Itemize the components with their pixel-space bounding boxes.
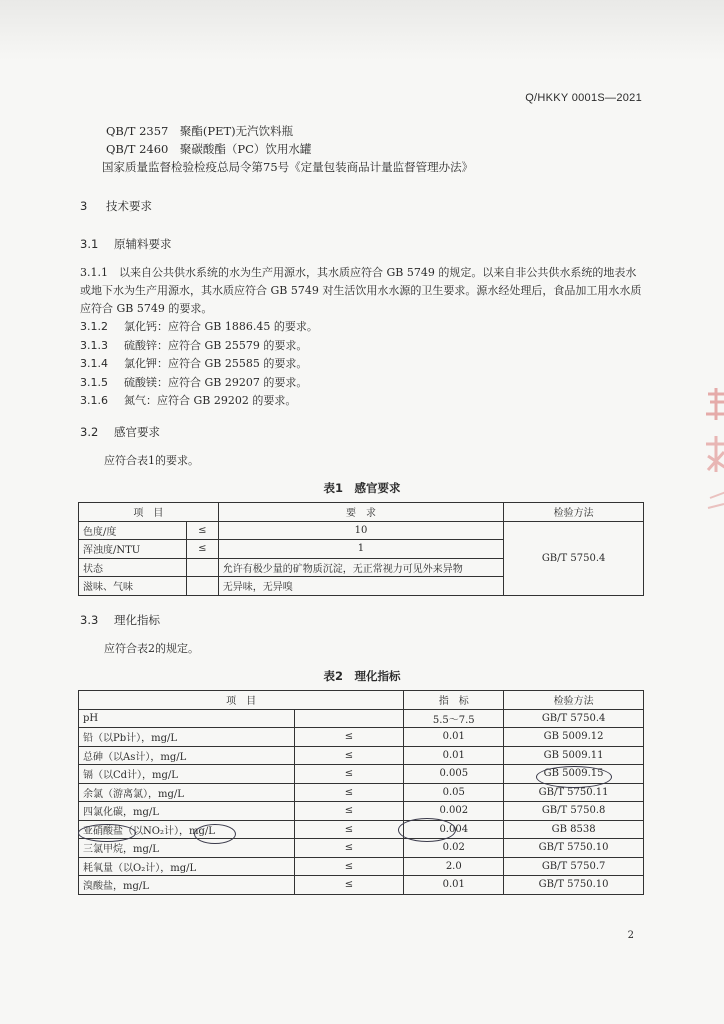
section-title: 感官要求 bbox=[114, 425, 160, 439]
cell-symbol: ≤ bbox=[294, 802, 404, 821]
sensory-table bbox=[78, 502, 644, 596]
cell-method: GB/T 5750.11 bbox=[504, 783, 644, 802]
cell-item: 铅（以Pb计），mg/L bbox=[79, 728, 295, 747]
cell-value: 0.002 bbox=[404, 802, 504, 821]
reference-item: 国家质量监督检验检疫总局令第75号《定量包装商品计量监督管理办法》 bbox=[102, 160, 474, 174]
scan-shadow bbox=[0, 0, 724, 60]
section-text: 应符合表1的要求。 bbox=[104, 454, 199, 467]
cell-item: 滋味、气味 bbox=[79, 577, 187, 596]
cell-symbol bbox=[186, 558, 218, 577]
cell-method: GB/T 5750.7 bbox=[504, 857, 644, 876]
header-value: 指 标 bbox=[404, 691, 504, 710]
table1-caption: 表1 感官要求 bbox=[323, 481, 401, 495]
section-heading-3 bbox=[80, 198, 152, 214]
table2-caption: 表2 理化指标 bbox=[323, 669, 401, 683]
table-row bbox=[79, 728, 644, 747]
section-text: 应符合表2的规定。 bbox=[104, 642, 199, 655]
cell-method: GB 8538 bbox=[504, 820, 644, 839]
pen-circle-mark bbox=[398, 818, 456, 842]
table-row bbox=[79, 802, 644, 821]
cell-symbol: ≤ bbox=[294, 728, 404, 747]
cell-symbol: ≤ bbox=[294, 783, 404, 802]
cell-item: 亚硝酸盐（以NO₂计），mg/L bbox=[79, 820, 295, 839]
cell-item: 总砷（以As计），mg/L bbox=[79, 746, 295, 765]
cell-method: GB/T 5750.4 bbox=[504, 709, 644, 728]
cell-item: 浑浊度/NTU bbox=[79, 540, 187, 559]
cell-item: 镉（以Cd计），mg/L bbox=[79, 765, 295, 784]
section-title: 技术要求 bbox=[106, 199, 152, 213]
page-number: 2 bbox=[627, 930, 634, 941]
section-number: 3.2 bbox=[80, 425, 99, 439]
cell-method: GB/T 5750.4 bbox=[504, 521, 644, 595]
cell-item: pH bbox=[79, 709, 295, 728]
list-item: 3.1.5 硫酸镁：应符合 GB 29207 的要求。 bbox=[80, 375, 308, 389]
seal-fragment-icon bbox=[696, 380, 724, 540]
section-heading-3-3 bbox=[80, 612, 160, 628]
section-title: 原辅料要求 bbox=[114, 237, 172, 251]
cell-value: 0.004 bbox=[404, 820, 504, 839]
section-number: 3.3 bbox=[80, 613, 99, 627]
cell-requirement: 10 bbox=[218, 521, 503, 540]
cell-item: 四氯化碳，mg/L bbox=[79, 802, 295, 821]
header-item: 项 目 bbox=[79, 503, 219, 522]
cell-item: 耗氧量（以O₂计），mg/L bbox=[79, 857, 295, 876]
cell-symbol: ≤ bbox=[294, 746, 404, 765]
section-heading-3-1 bbox=[80, 236, 172, 252]
cell-method: GB/T 5750.10 bbox=[504, 839, 644, 858]
normative-references bbox=[102, 122, 474, 176]
cell-method: GB/T 5750.8 bbox=[504, 802, 644, 821]
table-header-row bbox=[79, 503, 644, 522]
table-row bbox=[79, 820, 644, 839]
table-header-row bbox=[79, 691, 644, 710]
pen-circle-mark bbox=[78, 824, 136, 842]
reference-item: QB/T 2460 聚碳酸酯（PC）饮用水罐 bbox=[106, 142, 312, 156]
cell-item: 三氯甲烷，mg/L bbox=[79, 839, 295, 858]
header-requirement: 要 求 bbox=[218, 503, 503, 522]
standard-code: Q/HKKY 0001S—2021 bbox=[525, 92, 642, 104]
cell-value: 0.01 bbox=[404, 728, 504, 747]
table-row bbox=[79, 746, 644, 765]
section-number: 3 bbox=[80, 199, 88, 213]
cell-requirement: 1 bbox=[218, 540, 503, 559]
cell-value: 5.5～7.5 bbox=[404, 709, 504, 728]
cell-value: 2.0 bbox=[404, 857, 504, 876]
cell-symbol: ≤ bbox=[294, 839, 404, 858]
header-method: 检验方法 bbox=[504, 503, 644, 522]
cell-value: 0.01 bbox=[404, 876, 504, 895]
section-title: 理化指标 bbox=[114, 613, 160, 627]
list-item: 3.1.4 氯化钾：应符合 GB 25585 的要求。 bbox=[80, 357, 308, 370]
header-method: 检验方法 bbox=[504, 691, 644, 710]
list-item: 3.1.2 氯化钙：应符合 GB 1886.45 的要求。 bbox=[80, 320, 318, 333]
cell-value: 0.005 bbox=[404, 765, 504, 784]
list-item: 3.1.3 硫酸锌：应符合 GB 25579 的要求。 bbox=[80, 338, 308, 352]
table-row bbox=[79, 839, 644, 858]
cell-value: 0.02 bbox=[404, 839, 504, 858]
cell-item: 余氯（游离氯），mg/L bbox=[79, 783, 295, 802]
physicochemical-table bbox=[78, 690, 644, 895]
cell-method: GB 5009.15 bbox=[504, 765, 644, 784]
cell-method: GB 5009.12 bbox=[504, 728, 644, 747]
cell-symbol: ≤ bbox=[294, 765, 404, 784]
table-row bbox=[79, 876, 644, 895]
requirement-list bbox=[80, 318, 318, 411]
cell-value: 0.01 bbox=[404, 746, 504, 765]
table-row bbox=[79, 521, 644, 540]
cell-method: GB 5009.11 bbox=[504, 746, 644, 765]
cell-symbol: ≤ bbox=[186, 521, 218, 540]
list-item: 3.1.6 氮气：应符合 GB 29202 的要求。 bbox=[80, 394, 297, 407]
section-number: 3.1 bbox=[80, 237, 99, 251]
cell-symbol: ≤ bbox=[186, 540, 218, 559]
section-heading-3-2 bbox=[80, 424, 160, 440]
header-item: 项 目 bbox=[79, 691, 404, 710]
paragraph-3-1-1: 3.1.1 以来自公共供水系统的水为生产用源水，其水质应符合 GB 5749 的规定。以来自非公共供水系统的地表水或地下水为生产用源水，其水质应符合 GB 5749 对生活饮用水水源的卫生要求。源水经处理后，食品加工用水水质应符合 GB 5749 的要求。 bbox=[80, 266, 642, 315]
cell-value: 0.05 bbox=[404, 783, 504, 802]
red-seal-stamp bbox=[696, 380, 724, 540]
cell-requirement: 允许有极少量的矿物质沉淀，无正常视力可见外来异物 bbox=[218, 558, 503, 577]
cell-item: 溴酸盐，mg/L bbox=[79, 876, 295, 895]
pen-circle-mark bbox=[536, 766, 612, 788]
cell-item: 状态 bbox=[79, 558, 187, 577]
cell-symbol bbox=[186, 577, 218, 596]
table-row bbox=[79, 857, 644, 876]
cell-method: GB/T 5750.10 bbox=[504, 876, 644, 895]
reference-item: QB/T 2357 聚酯(PET)无汽饮料瓶 bbox=[106, 124, 294, 138]
cell-symbol: ≤ bbox=[294, 876, 404, 895]
cell-symbol: ≤ bbox=[294, 820, 404, 839]
pen-circle-mark bbox=[194, 824, 236, 844]
table-row bbox=[79, 709, 644, 728]
cell-symbol: ≤ bbox=[294, 857, 404, 876]
cell-symbol bbox=[294, 709, 404, 728]
cell-requirement: 无异味，无异嗅 bbox=[218, 577, 503, 596]
cell-item: 色度/度 bbox=[79, 521, 187, 540]
